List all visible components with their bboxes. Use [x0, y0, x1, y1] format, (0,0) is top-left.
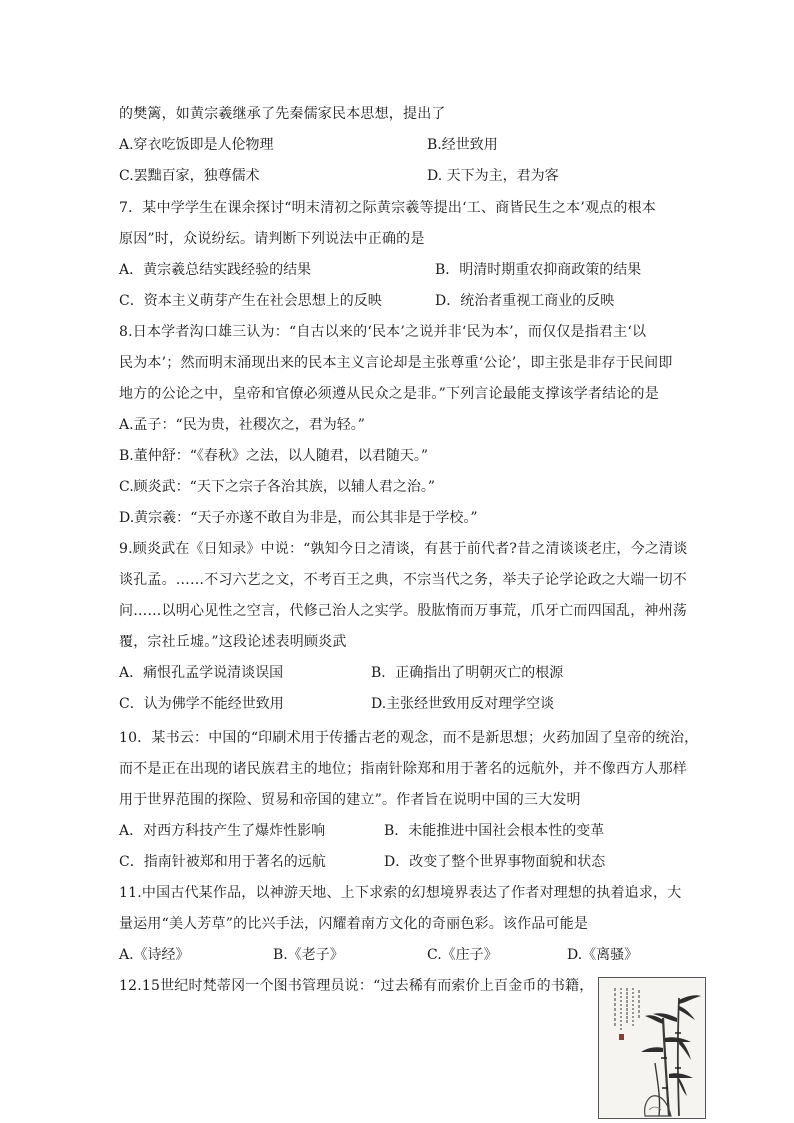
- q10-stem-line1: 10．某书云：中国的“印刷术用于传播古老的观念，而不是新思想；火药加固了皇帝的统治，: [119, 730, 699, 746]
- q8-option-d: D.黄宗羲：“天子亦遂不敢自为非是，而公其非是于学校。”: [119, 510, 478, 526]
- q10-option-d: D．改变了整个世界事物面貌和状态: [384, 854, 606, 870]
- q8-option-a: A.孟子：“民为贵，社稷次之，君为轻。”: [119, 417, 365, 433]
- q9-option-c: C．认为佛学不能经世致用: [119, 696, 284, 712]
- q11-stem-line2: 量运用“美人芳草”的比兴手法，闪耀着南方文化的奇丽色彩。该作品可能是: [119, 916, 589, 932]
- q6-option-c: C.罢黜百家，独尊儒术: [119, 168, 260, 184]
- q7-stem-line2: 原因”时，众说纷纭。请判断下列说法中正确的是: [119, 231, 425, 247]
- q8-stem-line1: 8.日本学者沟口雄三认为：“自古以来的‘民本’之说并非‘民为本’，而仅仅是指君主‘以: [119, 324, 647, 340]
- q6-stem: 的樊篱，如黄宗羲继承了先秦儒家民本思想，提出了: [119, 106, 446, 122]
- q7-option-a: A．黄宗羲总结实践经验的结果: [119, 262, 312, 278]
- q9-stem-line2: 谈孔孟。……不习六艺之文，不考百王之典，不宗当代之务，举夫子论学论政之大端一切不: [119, 572, 687, 588]
- q6-option-d: D. 天下为主，君为客: [427, 168, 559, 184]
- q9-stem-line3: 问……以明心见性之空言，代修己治人之实学。股肱惰而万事荒，爪牙亡而四国乱，神州荡: [119, 603, 687, 619]
- q11-option-d: D.《离骚》: [567, 947, 639, 963]
- q8-option-b: B.董仲舒：“《春秋》之法，以人随君，以君随天。”: [119, 448, 429, 464]
- q7-option-c: C．资本主义萌芽产生在社会思想上的反映: [119, 293, 382, 309]
- q10-option-c: C．指南针被郑和用于著名的远航: [119, 854, 326, 870]
- q7-option-d: D．统治者重视工商业的反映: [435, 293, 615, 309]
- q10-option-b: B．未能推进中国社会根本性的变革: [384, 823, 605, 839]
- q8-option-c: C.顾炎武：“天下之宗子各治其族，以辅人君之治。”: [119, 479, 435, 495]
- q10-stem-line2: 而不是正在出现的诸民族君主的地位；指南针除郑和用于著名的远航外，并不像西方人那样: [119, 761, 687, 777]
- q11-stem-line1: 11.中国古代某作品，以神游天地、上下求索的幻想境界表达了作者对理想的执着追求，大: [119, 885, 682, 901]
- q8-stem-line2: 民为本’；然而明末涌现出来的民本主义言论却是主张尊重‘公论’，即主张是非存于民间即: [119, 355, 673, 371]
- q8-stem-line3: 地方的公论之中，皇帝和官僚必须遵从民众之是非。”下列言论最能支撑该学者结论的是: [119, 386, 659, 402]
- bamboo-painting-figure: [598, 977, 706, 1119]
- seal-stamp: [619, 1034, 624, 1040]
- q9-stem-line1: 9.顾炎武在《日知录》中说：“孰知今日之清谈，有甚于前代者?昔之清谈谈老庄，今之清谈: [119, 541, 688, 557]
- q12-stem-line1: 12.15世纪时梵蒂冈一个图书管理员说：“过去稀有而索价上百金币的书籍，: [119, 978, 594, 994]
- bamboo-painting-icon: [599, 978, 705, 1118]
- q10-option-a: A．对西方科技产生了爆炸性影响: [119, 823, 326, 839]
- q9-option-a: A．痛恨孔孟学说清谈误国: [119, 665, 284, 681]
- q11-option-b: B.《老子》: [273, 947, 344, 963]
- q6-option-b: B.经世致用: [427, 137, 498, 153]
- q9-stem-line4: 覆，宗社丘墟。”这段论述表明顾炎武: [119, 634, 347, 650]
- q9-option-b: B．正确指出了明朝灭亡的根源: [371, 665, 564, 681]
- q9-option-d: D.主张经世致用反对理学空谈: [371, 696, 555, 712]
- q10-stem-line3: 用于世界范围的探险、贸易和帝国的建立”。作者旨在说明中国的三大发明: [119, 792, 581, 808]
- q7-stem-line1: 7．某中学学生在课余探讨“明末清初之际黄宗羲等提出‘工、商皆民生之本’观点的根本: [119, 200, 656, 216]
- q11-option-c: C.《庄子》: [427, 947, 498, 963]
- q7-option-b: B．明清时期重农抑商政策的结果: [435, 262, 642, 278]
- q11-option-a: A.《诗经》: [119, 947, 190, 963]
- q6-option-a: A.穿衣吃饭即是人伦物理: [119, 137, 274, 153]
